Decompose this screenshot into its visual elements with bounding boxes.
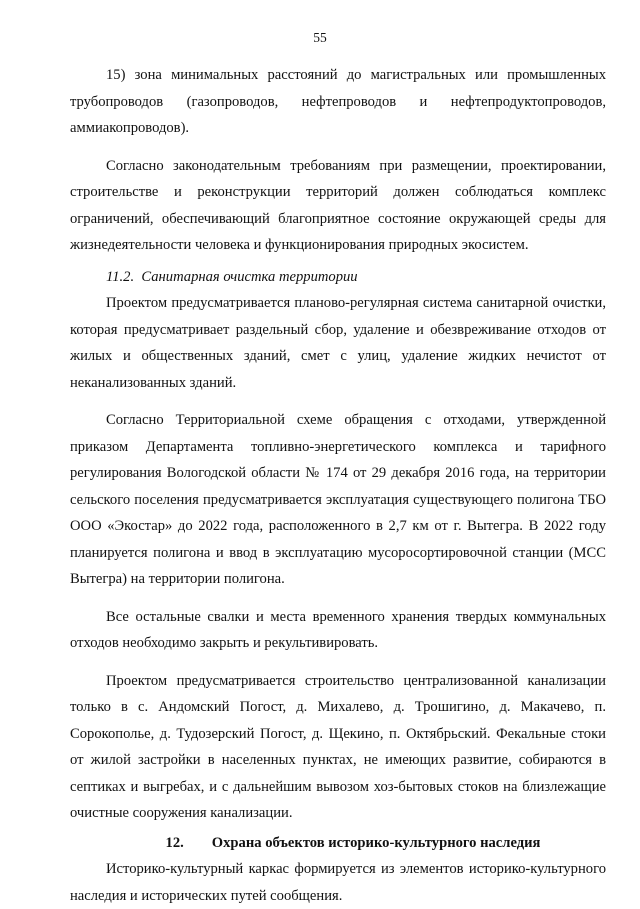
- page-content: [70, 62, 606, 909]
- section-title: Охрана объектов историко-культурного наследия: [211, 834, 541, 851]
- subsection-heading: [70, 264, 606, 291]
- page-number: 55: [313, 30, 327, 45]
- paragraph-waste-scheme: Согласно Территориальной схеме обращения с отходами, утвержденной приказом Департамента топливно-энергетического комплекса и тарифного регулирования Вологодской области № 174 от 29 декабря 2016 года, на территории сельского поселения предусматривается эксплуатация существующего полигона ТБО ООО «Экостар» до 2022 года, расположенного в 2,7 км от г. Вытегра. В 2022 году планируется полигона и ввод в эксплуатацию мусоросортировочной станции (МСС Вытегра) на территории полигона.: [70, 412, 606, 587]
- paragraph-sanitary-cleaning: Проектом предусматривается планово-регулярная система санитарной очистки, которая предусматривает раздельный сбор, удаление и обезвреживание отходов от жилых и общественных зданий, смет с улиц, удаление жидких нечистот от неканализованных зданий.: [70, 295, 606, 391]
- paragraph-legal-requirements: Согласно законодательным требованиям при размещении, проектировании, строительстве и реконструкции территорий должен соблюдаться комплекс ограничений, обеспечивающий благоприятное состояние окружающей среды для жизнедеятельности человека и функционирования природных экосистем.: [70, 157, 606, 253]
- subsection-title: Санитарная очистка территории: [141, 268, 358, 285]
- paragraph-sewerage: Проектом предусматривается строительство централизованной канализации только в с. Андомский Погост, д. Михалево, д. Трошигино, д. Макачево, п. Сорокополье, д. Тудозерский Погост, д. Щекино, п. Октябрьский. Фекальные стоки от жилой застройки в населенных пунктах, не имеющих развитие, собираются в септиках и выгребах, и с дальнейшим вывозом хоз-бытовых стоков на близлежащие очистные сооружения канализации.: [70, 672, 606, 821]
- section-heading: [70, 830, 606, 857]
- paragraph-landfill-recultivation: Все остальные свалки и места временного хранения твердых коммунальных отходов необходимо закрыть и рекультивировать.: [70, 608, 606, 651]
- paragraph-heritage-framework: Историко-культурный каркас формируется из элементов историко-культурного наследия и исторических путей сообщения.: [70, 861, 606, 904]
- paragraph-pipeline-zone: 15) зона минимальных расстояний до магистральных или промышленных трубопроводов (газопроводов, нефтепроводов и нефтепродуктопроводов, аммиакопроводов).: [70, 67, 606, 136]
- subsection-number: 11.2.: [106, 268, 135, 285]
- section-number: 12.: [165, 834, 184, 851]
